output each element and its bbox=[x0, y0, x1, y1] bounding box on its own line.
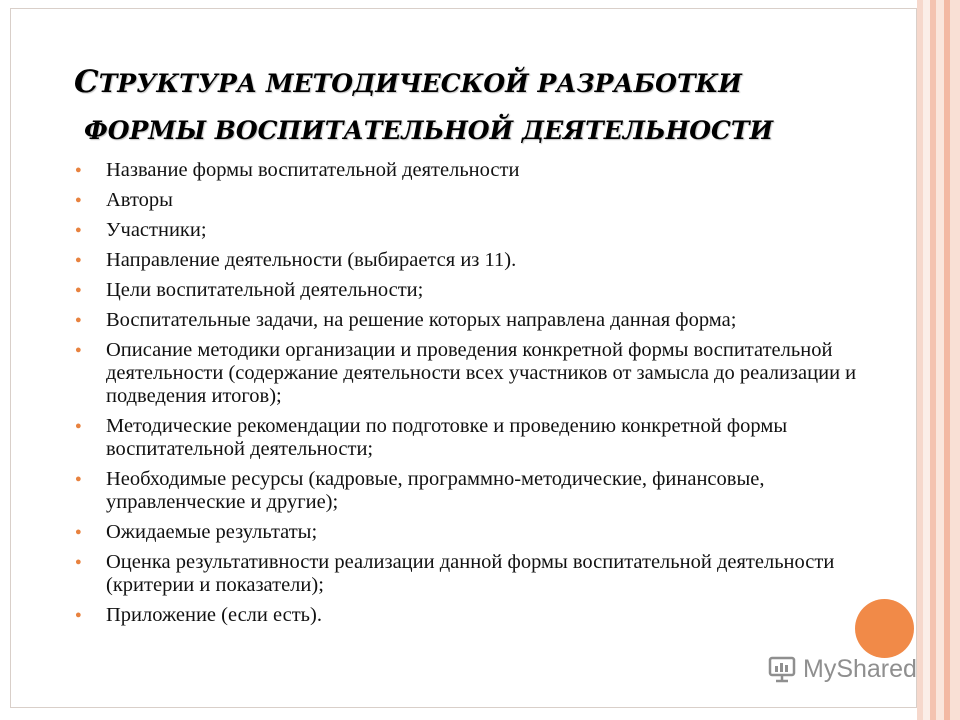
bullet-icon: ● bbox=[75, 609, 82, 621]
bullet-icon: ● bbox=[75, 314, 82, 326]
bullet-icon: ● bbox=[75, 556, 82, 568]
title-initial: С bbox=[74, 64, 99, 100]
title-line-1-rest: ТРУКТУРА МЕТОДИЧЕСКОЙ РАЗРАБОТКИ bbox=[98, 69, 742, 98]
bullet-icon: ● bbox=[75, 164, 82, 176]
watermark-text: MyShared bbox=[803, 654, 917, 683]
list-item bbox=[73, 468, 903, 514]
list-item-text: Цели воспитательной деятельности; bbox=[106, 279, 424, 301]
bullet-icon: ● bbox=[75, 194, 82, 206]
bullet-icon: ● bbox=[75, 420, 82, 432]
list-item bbox=[73, 551, 903, 597]
bullet-icon: ● bbox=[75, 224, 82, 236]
list-item bbox=[73, 415, 903, 461]
bullet-icon: ● bbox=[75, 284, 82, 296]
list-item-text: Направление деятельности (выбирается из 11). bbox=[106, 249, 517, 271]
bullet-list bbox=[73, 159, 903, 634]
list-item bbox=[73, 249, 903, 272]
list-item-text: Оценка результативности реализации данной формы воспитательной деятельности (критерии и показатели); bbox=[106, 551, 835, 596]
list-item-text: Авторы bbox=[106, 189, 173, 211]
list-item bbox=[73, 521, 903, 544]
list-item-text: Название формы воспитательной деятельности bbox=[106, 159, 520, 181]
presentation-icon bbox=[767, 654, 797, 684]
list-item-text: Ожидаемые результаты; bbox=[106, 521, 318, 543]
list-item bbox=[73, 159, 903, 182]
list-item bbox=[73, 189, 903, 212]
bullet-icon: ● bbox=[75, 526, 82, 538]
list-item-text: Воспитательные задачи, на решение которых направлена данная форма; bbox=[106, 309, 737, 331]
list-item-text: Необходимые ресурсы (кадровые, программно-методические, финансовые, управленческие и другие); bbox=[106, 468, 765, 513]
title-line-1 bbox=[74, 64, 773, 100]
list-item bbox=[73, 604, 903, 627]
list-item bbox=[73, 339, 903, 408]
slide-title bbox=[74, 64, 774, 145]
list-item-text: Приложение (если есть). bbox=[106, 604, 322, 626]
title-line-2: ФОРМЫ ВОСПИТАТЕЛЬНОЙ ДЕЯТЕЛЬНОСТИ bbox=[84, 116, 774, 145]
bullet-icon: ● bbox=[75, 254, 82, 266]
list-item bbox=[73, 309, 903, 332]
watermark-logo[interactable] bbox=[767, 654, 917, 684]
decorative-circle bbox=[855, 599, 914, 658]
list-item bbox=[73, 219, 903, 242]
list-item-text: Методические рекомендации по подготовке и проведению конкретной формы воспитательной деятельности; bbox=[106, 415, 788, 460]
list-item-text: Описание методики организации и проведения конкретной формы воспитательной деятельности (содержание деятельности всех участников от замысла до реализации и подведения итогов); bbox=[106, 339, 857, 407]
slide bbox=[10, 8, 917, 708]
decorative-stripes bbox=[917, 0, 960, 720]
list-item bbox=[73, 279, 903, 302]
list-item-text: Участники; bbox=[106, 219, 207, 241]
bullet-icon: ● bbox=[75, 344, 82, 356]
bullet-icon: ● bbox=[75, 473, 82, 485]
